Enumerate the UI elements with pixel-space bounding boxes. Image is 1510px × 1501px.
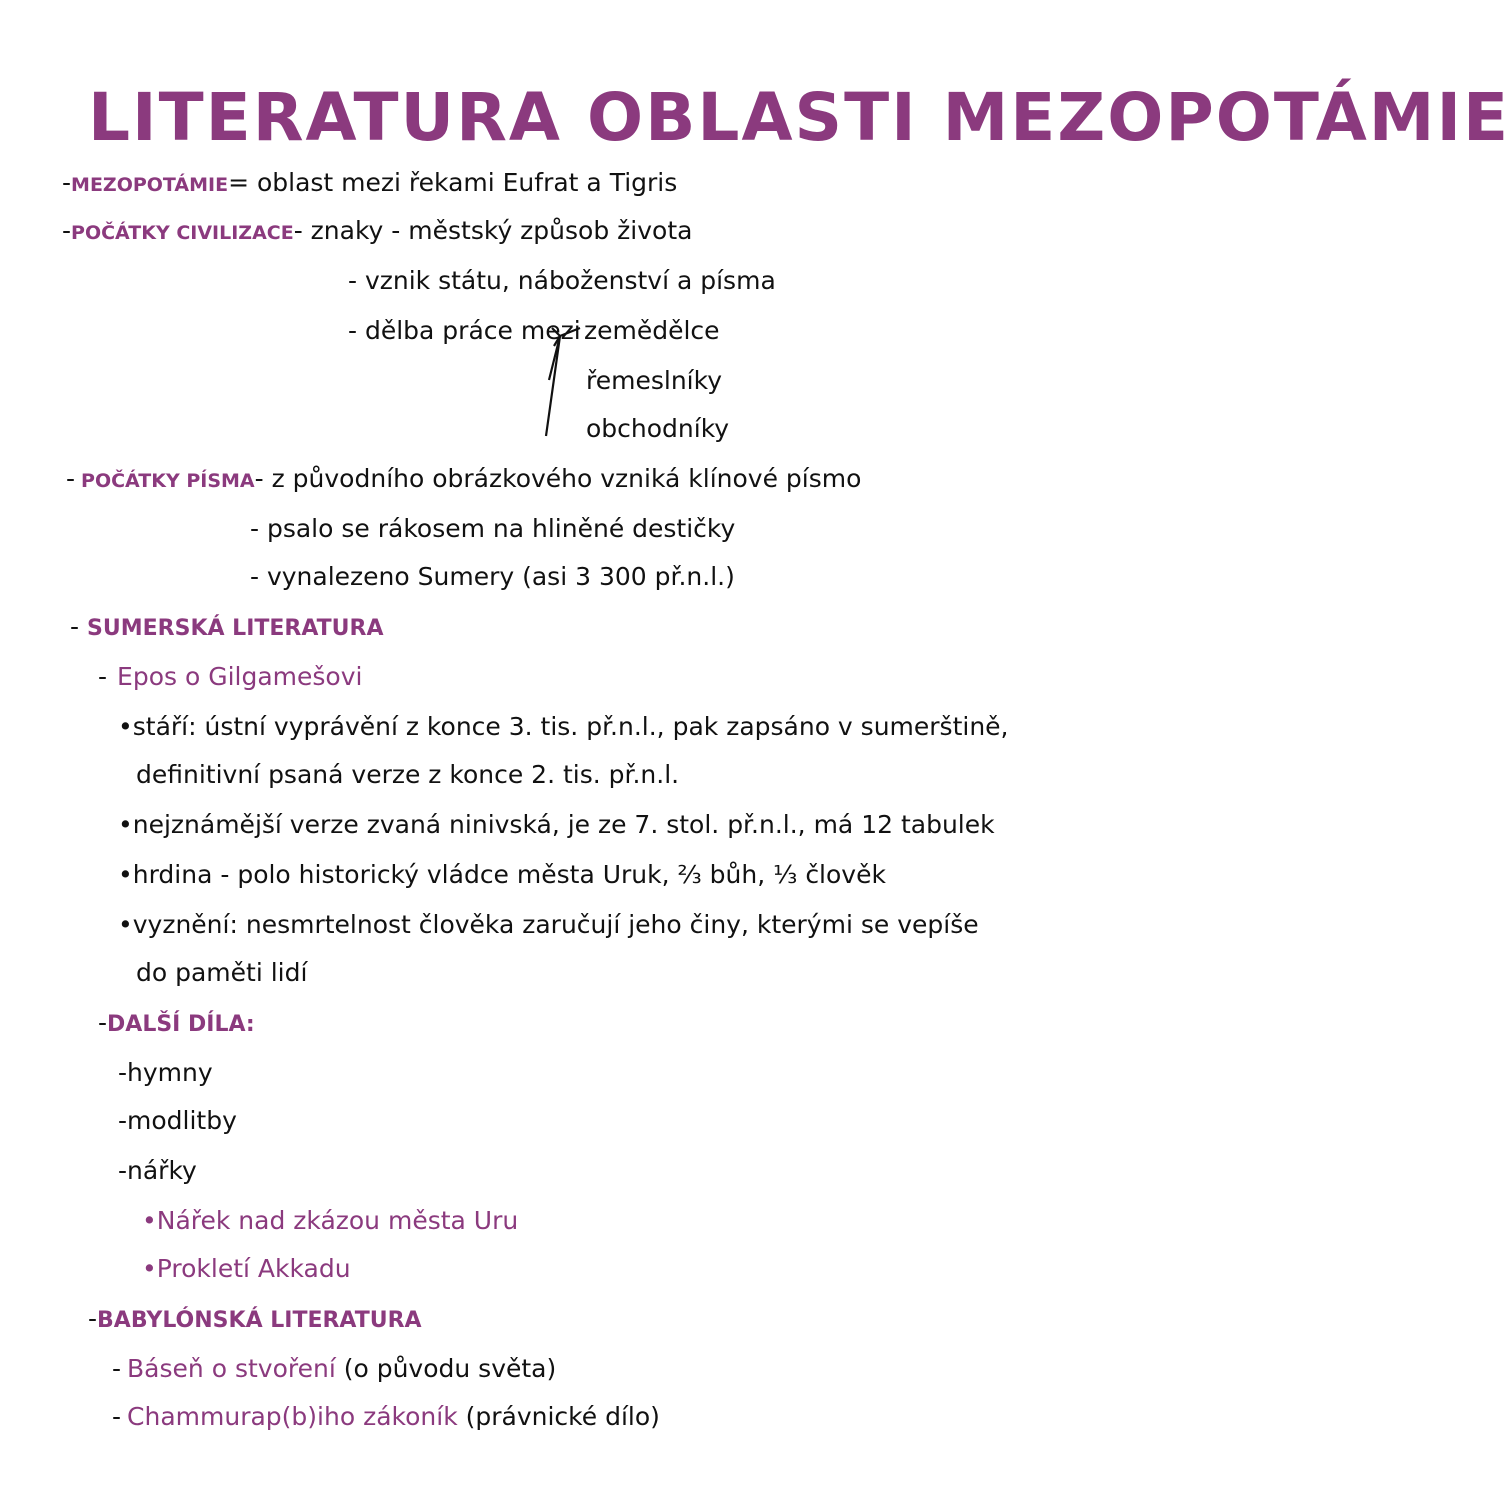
pisma-item-sumery: - vynalezeno Sumery (asi 3 300 př.n.l.) <box>250 562 735 591</box>
work-name: Epos o Gilgamešovi <box>117 662 363 691</box>
dash: - <box>112 1354 122 1383</box>
branch-item: zemědělce <box>584 316 720 345</box>
work-item: -nářky <box>118 1156 197 1185</box>
dash: - <box>112 1402 122 1431</box>
section-pocatky-civilizace <box>62 214 692 250</box>
narek-item: •Nářek nad zkázou města Uru <box>142 1206 519 1235</box>
branch-arrow-icon <box>540 318 590 438</box>
work-title-epos <box>98 660 362 694</box>
branch-item: obchodníky <box>586 414 730 443</box>
definition-text: = oblast mezi řekami Eufrat a Tigris <box>228 168 678 197</box>
term-pocatky-civilizace: POČÁTKY CIVILIZACE <box>71 222 294 244</box>
section-babylonska-literatura <box>88 1302 422 1338</box>
dash: - <box>62 168 72 197</box>
pisma-item-rakos: - psalo se rákosem na hliněné destičky <box>250 514 736 543</box>
civilizace-item-delba: - dělba práce mezi <box>348 316 581 345</box>
epos-bullet: •nejznámější verze zvaná ninivská, je ze 7. stol. př.n.l., má 12 tabulek <box>118 810 995 839</box>
dash: - <box>88 1304 98 1333</box>
page-title: LITERATURA OBLASTI MEZOPOTÁMIE <box>88 79 1510 156</box>
civilizace-item-stat: - vznik státu, náboženství a písma <box>348 266 776 295</box>
work-item: -hymny <box>118 1058 213 1087</box>
epos-bullet-continuation: do paměti lidí <box>136 958 308 987</box>
dash: - <box>98 662 108 691</box>
civilizace-text: - znaky - městský způsob života <box>293 216 693 245</box>
babylon-work <box>112 1400 660 1434</box>
section-sumerska-literatura <box>70 610 384 646</box>
epos-bullet-continuation: definitivní psaná verze z konce 2. tis. př.n.l. <box>136 760 680 789</box>
section-pocatky-pisma <box>66 462 861 498</box>
pisma-text: - z původního obrázkového vzniká klínové písmo <box>254 464 862 493</box>
subsection-dalsi-dila <box>98 1006 255 1042</box>
term-mezopotamie: MEZOPOTÁMIE <box>71 174 229 196</box>
work-note: (právnické dílo) <box>465 1402 660 1431</box>
dash: - <box>70 612 80 641</box>
term-sumerska-literatura: SUMERSKÁ LITERATURA <box>87 616 384 641</box>
term-pocatky-pisma: POČÁTKY PÍSMA <box>81 470 255 492</box>
dash: - <box>66 464 76 493</box>
definition-mezopotamie <box>62 166 677 202</box>
work-name: Báseň o stvoření <box>127 1354 336 1383</box>
babylon-work <box>112 1352 556 1386</box>
work-name: Chammurap(b)iho zákoník <box>127 1402 458 1431</box>
narek-item: •Prokletí Akkadu <box>142 1254 351 1283</box>
dash: - <box>98 1008 108 1037</box>
epos-bullet: •stáří: ústní vyprávění z konce 3. tis. př.n.l., pak zapsáno v sumerštině, <box>118 712 1009 741</box>
work-item: -modlitby <box>118 1106 237 1135</box>
epos-bullet: •vyznění: nesmrtelnost člověka zaručují jeho činy, kterými se vepíše <box>118 910 979 939</box>
branch-item: řemeslníky <box>586 366 722 395</box>
term-babylonska-literatura: BABYLÓNSKÁ LITERATURA <box>97 1308 422 1333</box>
epos-bullet: •hrdina - polo historický vládce města Uruk, ⅔ bůh, ⅓ člověk <box>118 860 886 889</box>
dash: - <box>62 216 72 245</box>
work-note: (o původu světa) <box>343 1354 557 1383</box>
term-dalsi-dila: DALŠÍ DÍLA: <box>107 1012 255 1037</box>
